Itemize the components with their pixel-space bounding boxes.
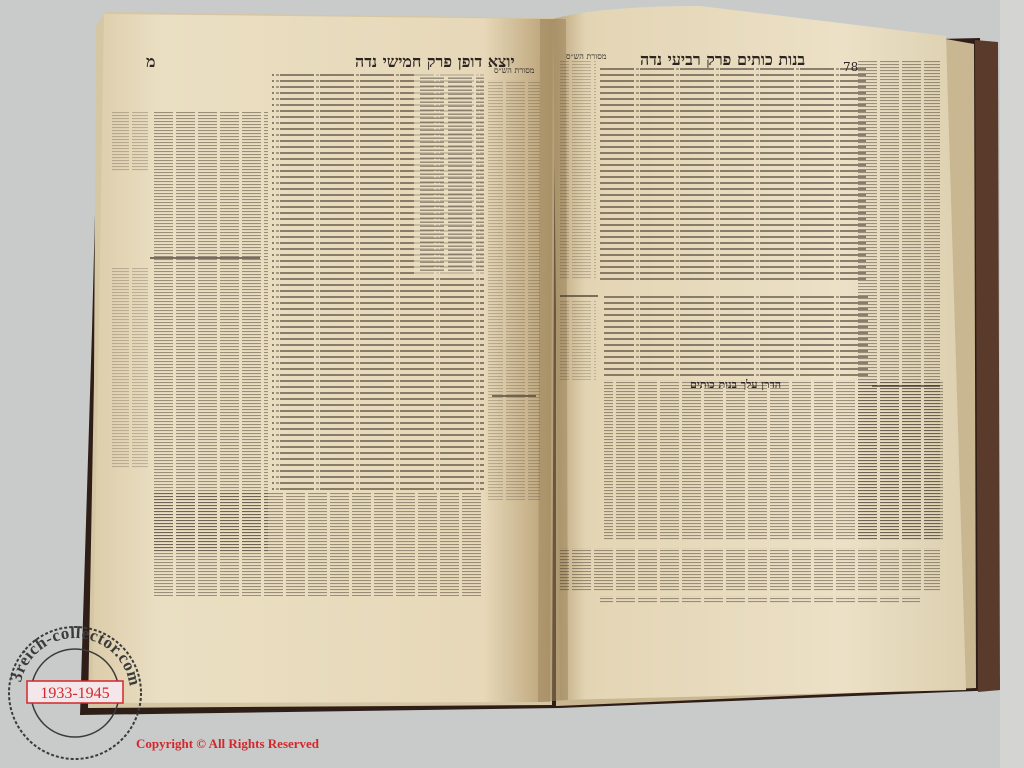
right-page-text [560, 60, 944, 604]
table-right-edge [1000, 0, 1024, 768]
stamp-ring-text: 3reich-collector.com [6, 622, 145, 688]
left-page-header: יוצא דופן פרק חמישי נדה [355, 52, 515, 71]
chapter-end-heading: הדרן עלך בנות כותים [690, 378, 782, 391]
cover-edge-right [975, 40, 1000, 692]
stamp-years: 1933-1945 [40, 685, 110, 702]
right-page-number: 78 [843, 60, 859, 74]
left-section-mark: מסורת הש״ס [494, 66, 535, 75]
left-page-letter: מ [146, 52, 156, 71]
copyright-notice: Copyright © All Rights Reserved [136, 736, 320, 751]
watermark-stamp [0, 618, 150, 768]
right-page-header: בנות כותים פרק רביעי נדה [640, 50, 806, 69]
left-page-text [112, 60, 546, 596]
right-section-mark: מסורת הש״ס [566, 52, 607, 61]
